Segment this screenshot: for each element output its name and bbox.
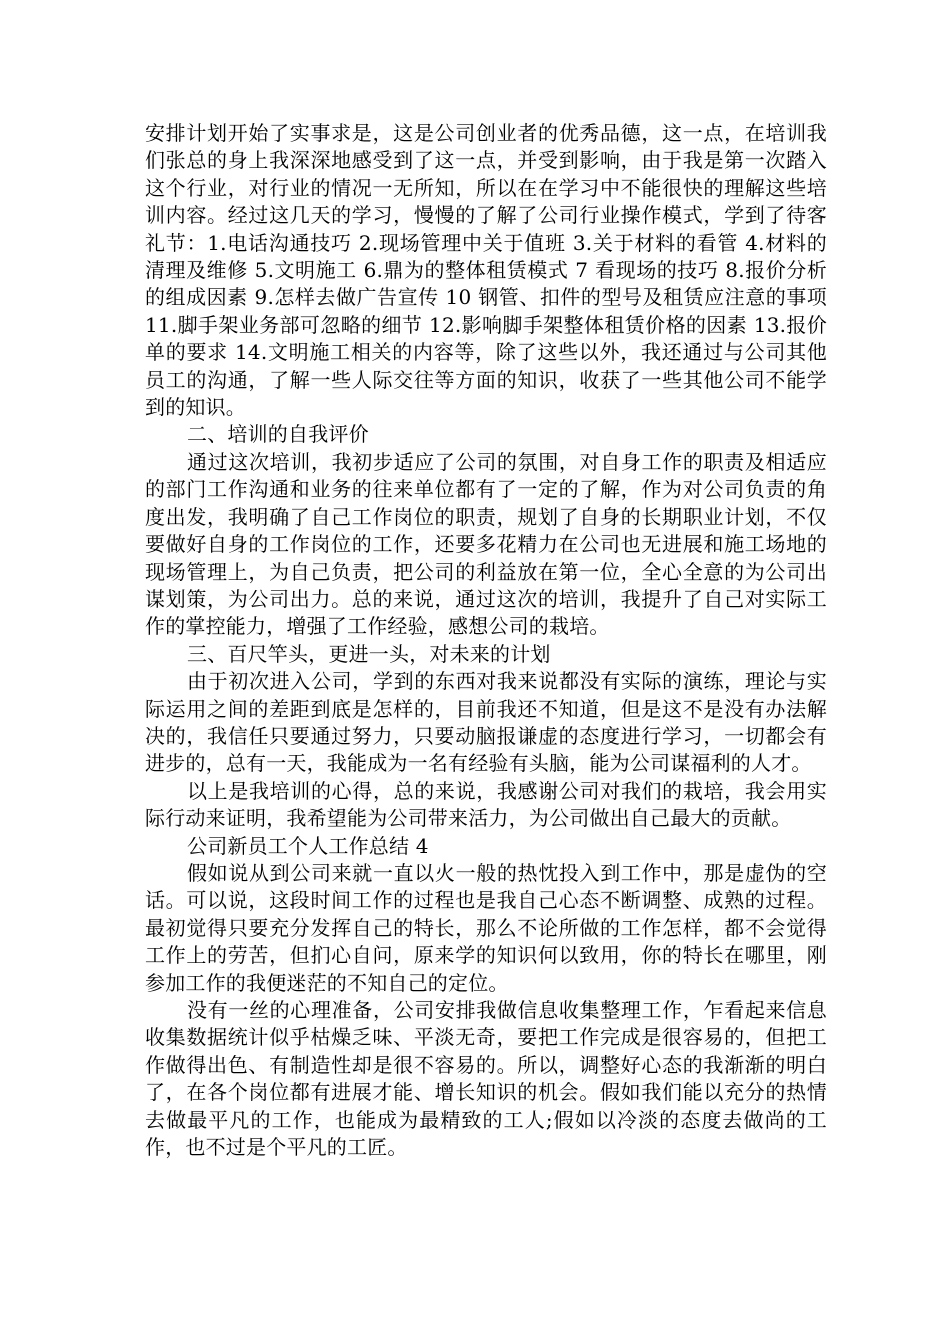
paragraph-9: 没有一丝的心理准备，公司安排我做信息收集整理工作，乍看起来信息收集数据统计似乎枯燥乏味、平淡无奇，要把工作完成是很容易的，但把工作做得出色、有制造性却是很不容易的。所以，调整好心态的我渐渐的明白了，在各个岗位都有进展才能、增长知识的机会。假如我们能以充分的热情去做最平凡的工作，也能成为最精致的工人;假如以冷淡的态度去做尚的工作，也不过是个平凡的工匠。 xyxy=(145,998,827,1160)
paragraph-1: 安排计划开始了实事求是，这是公司创业者的优秀品德，这一点，在培训我们张总的身上我深深地感受到了这一点，并受到影响，由于我是第一次踏入这个行业，对行业的情况一无所知，所以在在学习中不能很快的理解这些培训内容。经过这几天的学习，慢慢的了解了公司行业操作模式，学到了待客礼节：1.电话沟通技巧 2.现场管理中关于值班 3.关于材料的看管 4.材料的清理及维修 5.文明施工 6.鼎为的整体租赁模式 7 看现场的技巧 8.报价分析的组成因素 9.怎样去做广告宣传 10 钢管、扣件的型号及租赁应注意的事项 11.脚手架业务部可忽略的细节 12.影响脚手架整体租赁价格的因素 13.报价单的要求 14.文明施工相关的内容等，除了这些以外，我还通过与公司其他员工的沟通，了解一些人际交往等方面的知识，收获了一些其他公司不能学到的知识。 xyxy=(145,121,827,420)
section-title-summary-4: 公司新员工个人工作总结 4 xyxy=(187,833,429,858)
paragraph-3: 通过这次培训，我初步适应了公司的氛围，对自身工作的职责及相适应的部门工作沟通和业务的往来单位都有了一定的了解，作为对公司负责的角度出发，我明确了自己工作岗位的职责，规划了自身的长期职业计划，不仅要做好自身的工作岗位的工作，还要多花精力在公司也无进展和施工场地的现场管理上，为自己负责，把公司的利益放在第一位，全心全意的为公司出谋划策，为公司出力。总的来说，通过这次的培训，我提升了自己对实际工作的掌控能力，增强了工作经验，感想公司的栽培。 xyxy=(145,449,827,639)
section-heading-3: 三、百尺竿头，更进一头，对未来的计划 xyxy=(187,641,551,666)
paragraph-8: 假如说从到公司来就一直以火一般的热忱投入到工作中，那是虚伪的空话。可以说，这段时间工作的过程也是我自己心态不断调整、成熟的过程。最初觉得只要充分发挥自己的特长，那么不论所做的工作怎样，都不会觉得工作上的劳苦，但扪心自问，原来学的知识何以致用，你的特长在哪里，刚参加工作的我便迷茫的不知自己的定位。 xyxy=(145,860,827,995)
paragraph-6: 以上是我培训的心得，总的来说，我感谢公司对我们的栽培，我会用实际行动来证明，我希望能为公司带来活力，为公司做出自己最大的贡献。 xyxy=(145,778,827,831)
paragraph-5: 由于初次进入公司，学到的东西对我来说都没有实际的演练，理论与实际运用之间的差距到底是怎样的，目前我还不知道，但是这不是没有办法解决的，我信任只要通过努力，只要动脑报谦虚的态度进行学习，一切都会有进步的，总有一天，我能成为一名有经验有头脑，能为公司谋福利的人才。 xyxy=(145,669,827,776)
section-heading-2: 二、培训的自我评价 xyxy=(187,422,369,447)
document-page xyxy=(145,120,827,1161)
